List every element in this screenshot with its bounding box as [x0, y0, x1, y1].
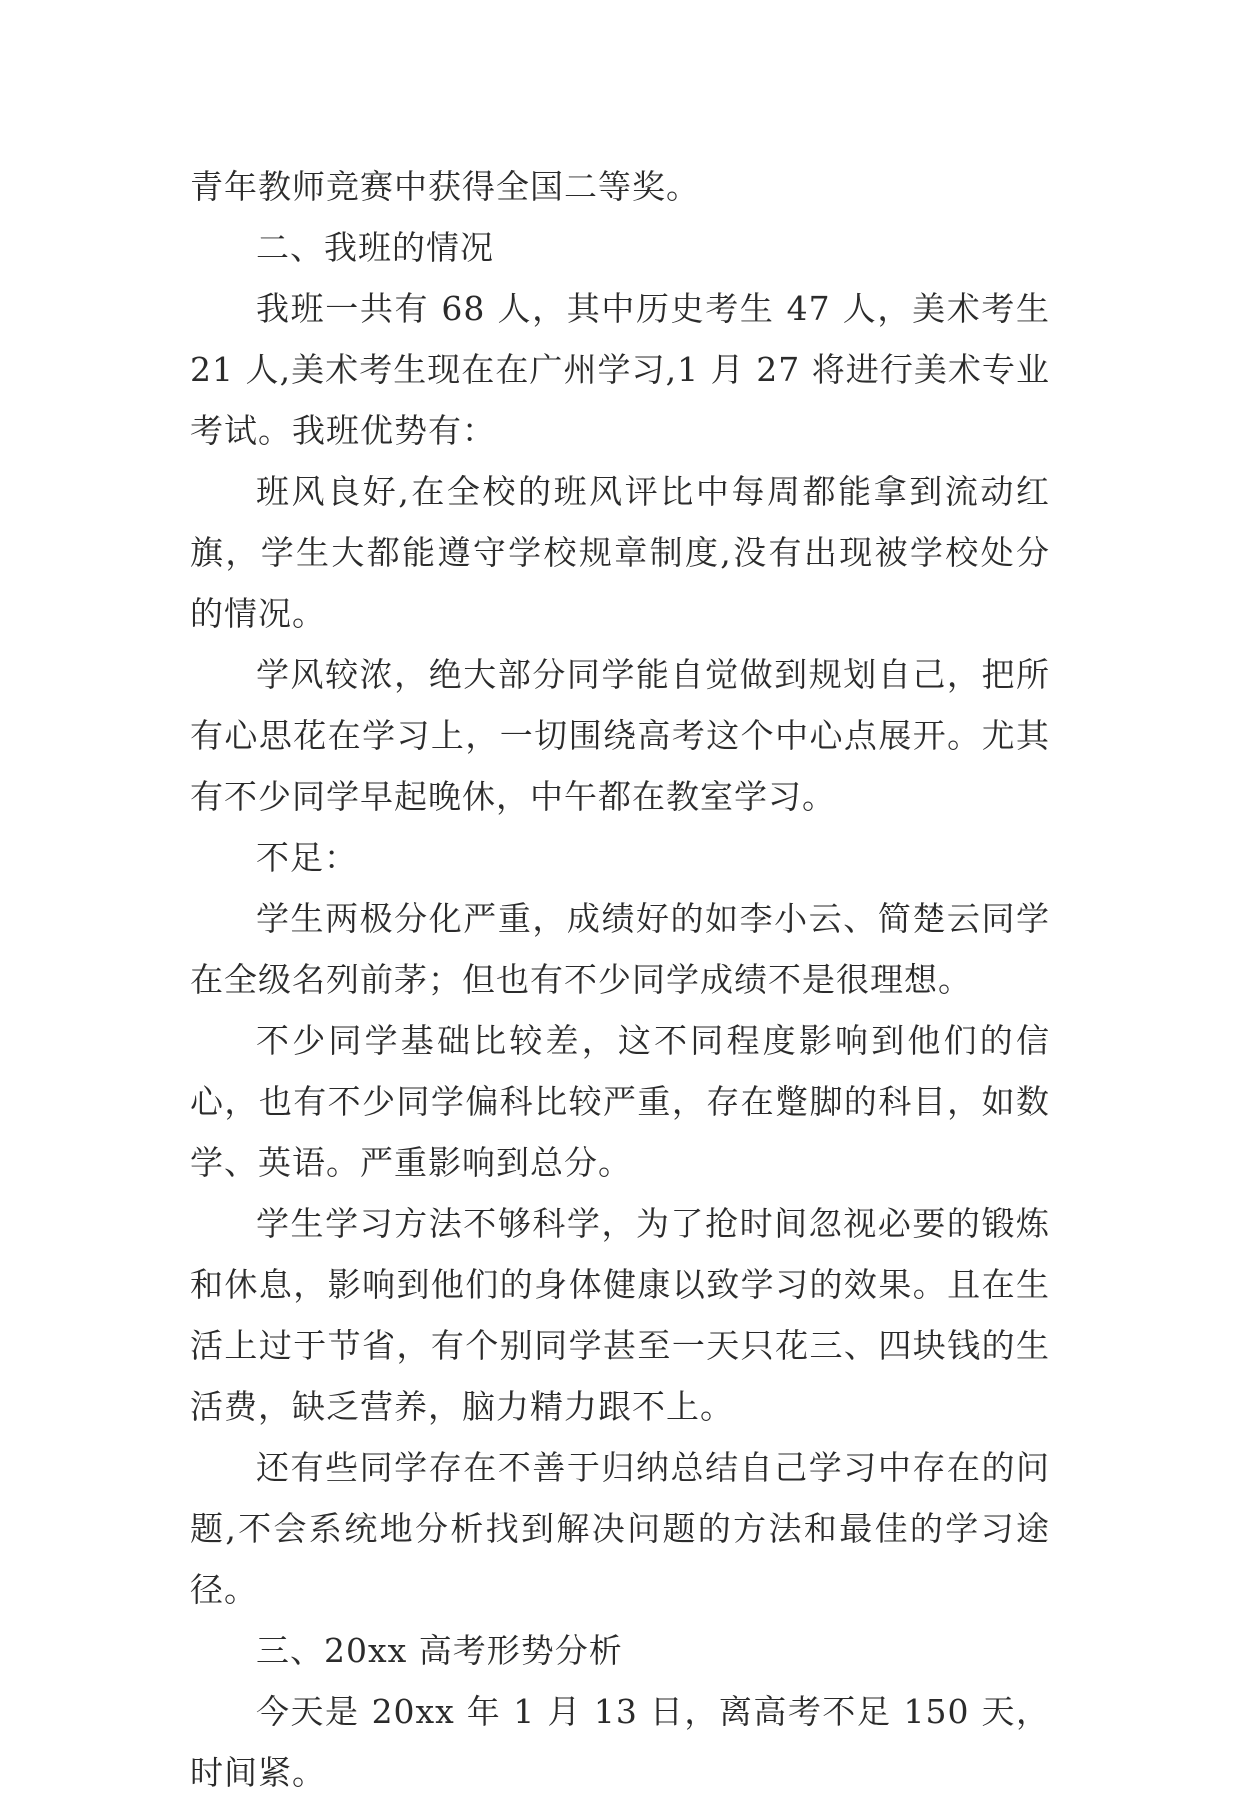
paragraph-study-atmosphere: 学风较浓，绝大部分同学能自觉做到规划自己，把所有心思花在学习上，一切围绕高考这个中心点展开。尤其有不少同学早起晚休，中午都在教室学习。	[190, 655, 1050, 816]
paragraph-summarizing: 还有些同学存在不善于归纳总结自己学习中存在的问题,不会系统地分析找到解决问题的方法和最佳的学习途径。	[190, 1448, 1050, 1609]
paragraph-class-overview: 我班一共有 68 人，其中历史考生 47 人，美术考生 21 人,美术考生现在在广州学习,1 月 27 将进行美术专业考试。我班优势有：	[190, 289, 1050, 450]
subheading-shortcomings: 不足：	[256, 838, 358, 877]
paragraph-weak-foundation: 不少同学基础比较差，这不同程度影响到他们的信心，也有不少同学偏科比较严重，存在蹩脚的科目，如数学、英语。严重影响到总分。	[190, 1021, 1050, 1182]
section-heading-exam-analysis: 三、20xx 高考形势分析	[256, 1631, 623, 1670]
paragraph-study-methods: 学生学习方法不够科学，为了抢时间忽视必要的锻炼和休息，影响到他们的身体健康以致学习的效果。且在生活上过于节省，有个别同学甚至一天只花三、四块钱的生活费，缺乏营养，脑力精力跟不上。	[190, 1204, 1050, 1426]
section-heading-class-situation: 二、我班的情况	[256, 228, 494, 267]
paragraph-award-continuation: 青年教师竞赛中获得全国二等奖。	[190, 167, 700, 206]
paragraph-class-spirit: 班风良好,在全校的班风评比中每周都能拿到流动红旗，学生大都能遵守学校规章制度,没有出现被学校处分的情况。	[190, 472, 1050, 633]
paragraph-polarization: 学生两极分化严重，成绩好的如李小云、简楚云同学在全级名列前茅；但也有不少同学成绩不是很理想。	[190, 899, 1050, 999]
paragraph-date-countdown: 今天是 20xx 年 1 月 13 日，离高考不足 150 天，时间紧。	[190, 1692, 1050, 1792]
document-body	[190, 156, 1050, 1803]
